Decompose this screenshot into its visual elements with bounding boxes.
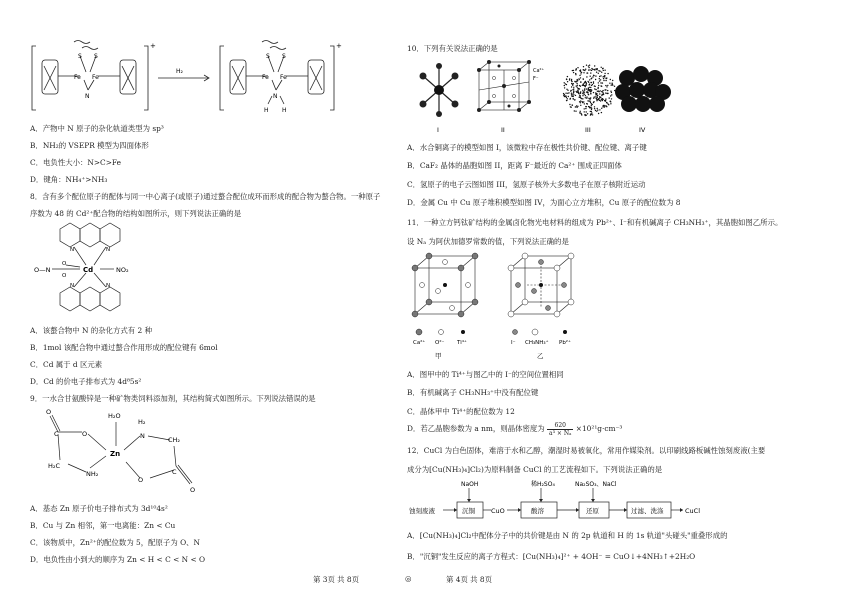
jia-legend-ca: Ca²⁺ <box>413 340 426 346</box>
q10-option-a: A．水合铜离子的模型如图 I，该微粒中存在极性共价键、配位键、离子键 <box>407 143 647 152</box>
q8-chelate-diagram <box>30 221 170 317</box>
q7-product-atom-Fe2: Fe <box>280 74 287 81</box>
q9-label-o3: O <box>138 476 144 484</box>
q11-stem-line2: 设 Nₐ 为阿伏加德罗常数的值，下列说法正确的是 <box>407 237 569 246</box>
figure-ii-legend-f: F⁻ <box>533 76 539 82</box>
figure-iii-label: III <box>585 126 591 134</box>
cell-jia-label: 甲 <box>435 352 442 360</box>
q10-figures <box>409 60 709 136</box>
footer-left-page-number: 第 3页 共 8页 <box>313 575 360 584</box>
q7-option-d: D．键角：NH₄⁺>NH₃ <box>30 175 108 184</box>
q9-label-o2: O <box>82 430 88 438</box>
q8-atom-n1: N <box>70 247 75 253</box>
q7-product-atom-Fe1: Fe <box>262 74 269 81</box>
density-fraction <box>547 422 573 437</box>
figure-ii-legend-ca: Ca²⁺ <box>533 68 545 74</box>
reagent-naoh: NaOH <box>461 481 479 488</box>
yi-legend-i: I⁻ <box>511 340 516 346</box>
q7-option-c: C．电负性大小：N>C>Fe <box>30 158 121 167</box>
q7-product-atom-H1: H <box>264 107 269 114</box>
flow-start: 蚀刻废液 <box>409 507 435 515</box>
flow-step-1: 沉铜 <box>462 507 475 515</box>
q11-option-d <box>407 420 622 438</box>
footer-center-mark-icon: ◎ <box>405 574 412 583</box>
q7-charge-left: + <box>150 42 156 50</box>
figure-iv-label: IV <box>639 126 646 134</box>
q10-option-b: B．CaF₂ 晶体的晶胞如图 II，距离 F⁻最近的 Ca²⁺ 围成正四面体 <box>407 161 622 170</box>
figure-ii-label: II <box>501 126 505 134</box>
figure-iii-electron-cloud <box>563 65 616 117</box>
q9-option-d: D．电负性由小到大的顺序为 Zn < H < C < N < O <box>30 555 206 564</box>
q9-structure-diagram <box>34 406 214 498</box>
q9-label-nh2: NH₂ <box>86 470 99 478</box>
q9-option-b: B．Cu 与 Zn 相邻，第一电离能：Zn < Cu <box>30 521 176 530</box>
q7-reactant-complex <box>32 41 148 111</box>
q12-process-flow <box>407 478 707 526</box>
q8-option-a: A．该螯合物中 N 的杂化方式有 2 种 <box>30 326 152 335</box>
reagent-h2so4: 稀H₂SO₄ <box>531 481 555 488</box>
q7-product-atom-N: N <box>273 93 278 100</box>
q11-option-c: C．晶体甲中 Ti⁴⁺的配位数为 12 <box>407 407 515 416</box>
q11-option-b: B．有机碱离子 CH₃NH₃⁺中没有配位键 <box>407 388 539 397</box>
q8-option-c: C．Cd 属于 d 区元素 <box>30 360 103 369</box>
q7-product-atom-S1: S <box>266 53 270 60</box>
q8-stem-line1: 8．含有多个配位原子的配体与同一中心离子(或原子)通过螯合配位成环而形成的配合物为螯合物。一种原子 <box>30 192 381 201</box>
q10-option-c: C．氢原子的电子云图如图 III，氢原子核外大多数电子在原子核附近运动 <box>407 180 646 189</box>
cell-yi-label: 乙 <box>537 352 544 360</box>
q7-atom-Fe1: Fe <box>74 74 81 81</box>
q8-atom-o1: O <box>62 261 67 267</box>
q9-stem: 9．一水合甘氨酸锌是一种矿物类饲料添加剂，其结构简式如图所示。下列说法错误的是 <box>30 394 316 403</box>
q8-atom-n4: N <box>106 283 111 289</box>
q9-label-ch2: CH₂ <box>168 436 181 444</box>
q11-option-d-prefix: D．若乙晶胞参数为 a nm，则晶体密度为 <box>407 424 545 433</box>
q7-product-atom-S2: S <box>282 53 286 60</box>
footer-right-page-number: 第 4页 共 8页 <box>446 575 493 584</box>
q7-atom-S2: S <box>94 53 98 60</box>
density-denominator: a³ × Nₐ <box>549 429 572 437</box>
q10-stem: 10．下列有关说法正确的是 <box>407 44 498 53</box>
q9-label-h2: H₂ <box>138 418 146 426</box>
q9-label-o1: O <box>46 408 52 416</box>
q11-option-d-suffix: ×10²¹g·cm⁻³ <box>575 424 623 433</box>
flow-step-2: 酸溶 <box>531 507 544 515</box>
q7-reaction-diagram <box>30 38 340 118</box>
q12-stem-line2: 成分为[Cu(NH₃)₄]Cl₂)为原料制备 CuCl 的工艺流程如下。下列说法正确的是 <box>407 465 663 474</box>
flow-intermediate: CuO <box>491 507 505 515</box>
q7-atom-S1: S <box>78 53 82 60</box>
flow-step-4: 过滤、洗涤 <box>631 507 664 515</box>
q8-option-d: D．Cd 的价电子排布式为 4d⁸5s² <box>30 377 142 386</box>
q9-label-c2: C <box>172 468 177 476</box>
q9-water: H₂O <box>108 412 121 420</box>
q9-option-c: C．该物质中，Zn²⁺的配位数为 5，配原子为 O、N <box>30 538 200 547</box>
q7-atom-N: N <box>85 93 90 100</box>
q11-stem-line1: 11．一种立方钙钛矿结构的金属卤化物光电材料的组成为 Pb²⁺、I⁻和有机碱离子 CH₃NH₃⁺，其晶胞如图乙所示。 <box>407 218 783 227</box>
density-numerator: 620 <box>547 422 573 430</box>
q8-atom-o2: O <box>62 273 67 279</box>
q7-product-atom-H2: H <box>282 107 287 114</box>
q8-atom-n3: N <box>70 283 75 289</box>
flow-product: CuCl <box>685 507 701 515</box>
q9-label-h2c: H₂C <box>48 462 61 470</box>
q8-center-atom: Cd <box>83 266 94 274</box>
q12-option-b: B．"沉铜"发生反应的离子方程式：[Cu(NH₃)₄]²⁺ + 4OH⁻ = CuO↓+4NH₃↑+2H₂O <box>407 552 696 561</box>
q9-center-atom: Zn <box>110 450 121 458</box>
q10-option-d: D．金属 Cu 中 Cu 原子堆积模型如图 IV，为面心立方堆积，Cu 原子的配位数为 8 <box>407 198 681 207</box>
q12-stem-line1: 12．CuCl 为白色固体，难溶于水和乙醇，潮湿时易被氧化，常用作媒染剂。以印刷线路板碱性蚀刻废液(主要 <box>407 446 766 455</box>
figure-iv-close-packing <box>615 66 671 112</box>
q7-atom-Fe2: Fe <box>92 74 99 81</box>
q11-crystal-cells <box>411 252 591 362</box>
q7-arrow-label: H₂ <box>176 68 183 75</box>
q8-ligand-left: O—N <box>34 266 51 274</box>
q12-option-a: A．[Cu(NH₃)₄]Cl₂中配体分子中的共价键是由 N 的 2p 轨道和 H 的 1s 轨道"头碰头"重叠形成的 <box>407 531 728 540</box>
q11-option-a: A．图甲中的 Ti⁴⁺与图乙中的 I⁻的空间位置相同 <box>407 370 564 379</box>
yi-legend-pb: Pb²⁺ <box>559 340 571 346</box>
figure-i-label: I <box>437 126 439 134</box>
jia-legend-ti: Ti⁴⁺ <box>457 340 467 346</box>
q8-ligand-right: NO₂ <box>116 266 129 274</box>
q8-stem-line2: 序数为 48 的 Cd²⁺配合物的结构如图所示，则下列说法正确的是 <box>30 209 242 218</box>
q8-atom-n2: N <box>106 247 111 253</box>
q9-option-a: A．基态 Zn 原子价电子排布式为 3d¹⁰4s² <box>30 504 168 513</box>
q8-option-b: B．1mol 该配合物中通过螯合作用形成的配位键有 6mol <box>30 343 218 352</box>
reagent-na2so3-nacl: Na₂SO₃、NaCl <box>575 481 617 488</box>
q9-label-n: N <box>140 432 145 440</box>
q7-option-b: B．NH₂的 VSEPR 模型为四面体形 <box>30 141 149 150</box>
flow-step-3: 还原 <box>586 507 599 515</box>
q7-option-a: A．产物中 N 原子的杂化轨道类型为 sp³ <box>30 124 164 133</box>
q9-label-c1: C <box>54 430 59 438</box>
jia-legend-o: O²⁻ <box>435 340 445 346</box>
q9-label-o4: O <box>190 486 196 494</box>
yi-legend-ch3nh3: CH₃NH₃⁺ <box>525 340 549 346</box>
q7-charge-right: + <box>336 42 342 50</box>
